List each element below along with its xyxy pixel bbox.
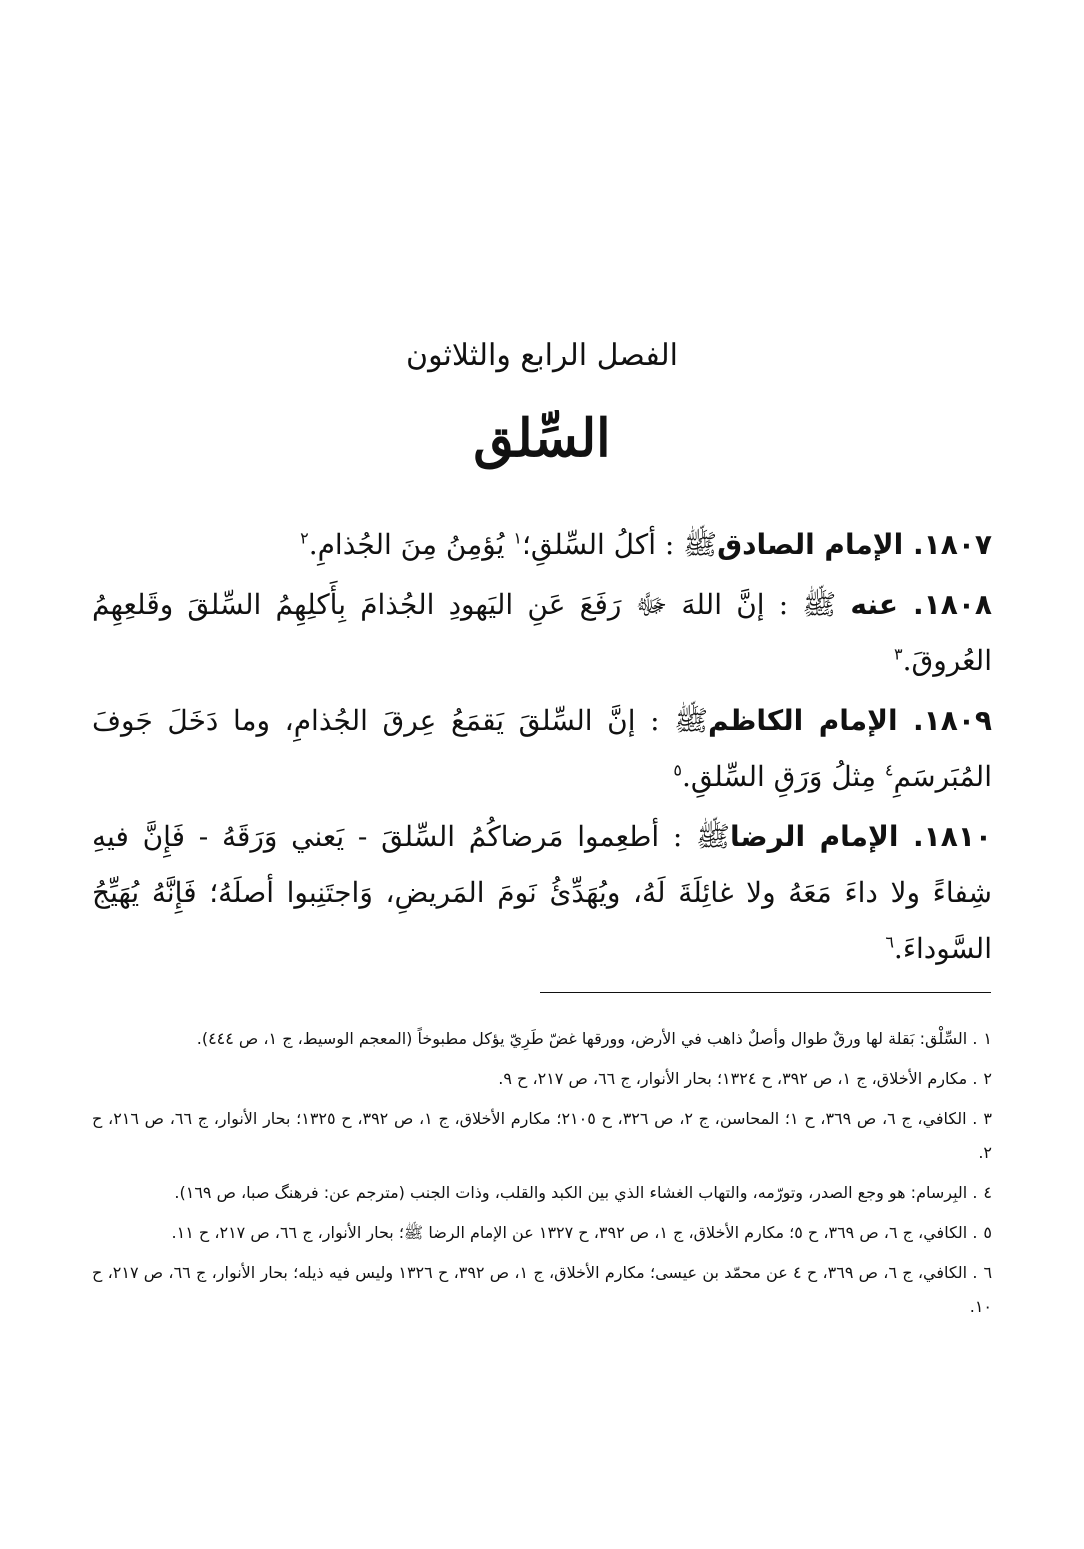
honorific-glyph: ﷺ — [683, 528, 718, 561]
hadith-text: : إنَّ اللهَ ﷻ رَفَعَ عَنِ اليَهودِ الجُذامَ بِأَكلِهِمُ السِّلقَ وقَلعِهِمُ العُروقَ. — [92, 588, 992, 677]
hadith-item: ١٨٠٩. الإمام الكاظمﷺ : إنَّ السِّلقَ يَقمَعُ عِرقَ الجُذامِ، وما دَخَلَ جَوفَ المُبَرسَمِ$^٤$ مِثلُ وَرَقِ السِّلقِ.$^٥$ — [92, 704, 993, 793]
honorific-glyph: ﷺ — [674, 704, 709, 737]
footnote-number: ٥ — [983, 1223, 992, 1242]
hadith-number: ١٨٠٨ — [923, 588, 992, 621]
footnote-ref: ١ — [513, 528, 522, 548]
hadith-speaker: عنه — [850, 588, 898, 621]
hadith-item: ١٨٠٧. الإمام الصادقﷺ : أكلُ السِّلقِ؛$^١$ يُؤمِنُ مِنَ الجُذامِ.$^٢$ — [300, 528, 992, 561]
hadith-text: : أكلُ السِّلقِ؛ — [521, 528, 675, 561]
footnote-text: الكافي، ج ٦، ص ٣٦٩، ح ٥؛ مكارم الأخلاق، ج ١، ص ٣٩٢، ح ١٣٢٧ عن الإمام الرضا ﷺ؛ بحار الأنوار، ج ٦٦، ص ٢١٧، ح ١١. — [171, 1223, 968, 1242]
footnote-text: البِرسام: هو وجع الصدر، وتورّمه، والتهاب الغشاء الذي بين الكبد والقلب، وذات الجنب (مترجم عن: فرهنگ صبا، ص ١٦٩). — [174, 1183, 968, 1202]
footnote-number: ٤ — [983, 1183, 992, 1202]
footnote-number: ٢ — [983, 1069, 992, 1088]
hadith-speaker: الإمام الصادق — [717, 528, 904, 561]
footnote-separator — [540, 992, 991, 993]
hadith-speaker: الإمام الرضا — [729, 820, 899, 853]
footnote: ١. السِّلْق: بَقلة لها ورقٌ طوال وأصلٌ ذاهب في الأرض، وورقها غضّ طَرِيّ يؤكل مطبوخاً (المعجم الوسيط، ج ١، ص ٤٤٤). — [196, 1029, 992, 1048]
hadith-text-continued: يُؤمِنُ مِنَ الجُذامِ. — [308, 528, 514, 561]
footnote: ٢. مكارم الأخلاق، ج ١، ص ٣٩٢، ح ١٣٢٤؛ بحار الأنوار، ج ٦٦، ص ٢١٧، ح ٩. — [498, 1069, 992, 1088]
honorific-glyph: ﷺ — [802, 588, 837, 621]
chapter-subtitle: الفصل الرابع والثلاثون — [406, 338, 678, 373]
hadith-item: ١٨١٠. الإمام الرضاﷺ : أطعِموا مَرضاكُمُ السِّلقَ - يَعني وَرَقَهُ - فَإِنَّ فيهِ شِفاءً ولا داءَ مَعَهُ ولا غائِلَةَ لَهُ، ويُهَدِّئُ نَومَ المَريضِ، وَاجتَنِبوا أصلَهُ؛ فَإِنَّهُ يُهَيِّجُ السَّوداءَ.$^٦$ — [92, 820, 993, 965]
footnote: ٥. الكافي، ج ٦، ص ٣٦٩، ح ٥؛ مكارم الأخلاق، ج ١، ص ٣٩٢، ح ١٣٢٧ عن الإمام الرضا ﷺ؛ بحار الأنوار، ج ٦٦، ص ٢١٧، ح ١١. — [171, 1223, 992, 1242]
footnote-text: الكافي، ج ٦، ص ٣٦٩، ح ٤ عن محمّد بن عيسى؛ مكارم الأخلاق، ج ١، ص ٣٩٢، ح ١٣٢٦ وليس فيه ذيله؛ بحار الأنوار، ج ٦٦، ص ٢١٧، ح ١٠. — [92, 1263, 992, 1316]
footnote: ٦. الكافي، ج ٦، ص ٣٦٩، ح ٤ عن محمّد بن عيسى؛ مكارم الأخلاق، ج ١، ص ٣٩٢، ح ١٣٢٦ وليس فيه ذيله؛ بحار الأنوار، ج ٦٦، ص ٢١٧، ح ١٠. — [92, 1263, 993, 1316]
footnote-text: مكارم الأخلاق، ج ١، ص ٣٩٢، ح ١٣٢٤؛ بحار الأنوار، ج ٦٦، ص ٢١٧، ح ٩. — [498, 1069, 968, 1088]
footnote-ref: ٦ — [885, 932, 894, 952]
hadith-text: : إنَّ السِّلقَ يَقمَعُ عِرقَ الجُذامِ، وما دَخَلَ جَوفَ المُبَرسَمِ — [92, 704, 992, 793]
hadith-number: ١٨٠٧ — [923, 528, 992, 561]
footnote: ٣. الكافي، ج ٦، ص ٣٦٩، ح ١؛ المحاسن، ج ٢، ص ٣٢٦، ح ٢١٠٥؛ مكارم الأخلاق، ج ١، ص ٣٩٢، ح ١٣٢٥؛ بحار الأنوار، ج ٦٦، ص ٢١٦، ح ٢. — [92, 1109, 992, 1162]
chapter-title: السِّلق — [473, 408, 611, 469]
footnote-ref: ٣ — [893, 644, 903, 664]
hadith-speaker: الإمام الكاظم — [708, 704, 898, 737]
footnote-ref: ٢ — [300, 528, 309, 548]
footnote-number: ١ — [983, 1029, 992, 1048]
footnote: ٤. البِرسام: هو وجع الصدر، وتورّمه، والتهاب الغشاء الذي بين الكبد والقلب، وذات الجنب (مترجم عن: فرهنگ صبا، ص ١٦٩). — [174, 1183, 992, 1202]
footnote-text: السِّلْق: بَقلة لها ورقٌ طوال وأصلٌ ذاهب في الأرض، وورقها غضّ طَرِيّ يؤكل مطبوخاً (المعجم الوسيط، ج ١، ص ٤٤٤). — [196, 1029, 968, 1048]
footnote-number: ٦ — [983, 1263, 993, 1282]
footnotes — [92, 1022, 992, 1330]
hadith-list — [92, 517, 992, 981]
hadith-number: ١٨١٠ — [923, 820, 993, 853]
hadith-text: : أطعِموا مَرضاكُمُ السِّلقَ - يَعني وَرَقَهُ - فَإِنَّ فيهِ شِفاءً ولا داءَ مَعَهُ ولا غائِلَةَ لَهُ، ويُهَدِّئُ نَومَ المَريضِ، وَاجتَنِبوا أصلَهُ؛ فَإِنَّهُ يُهَيِّجُ السَّوداءَ. — [92, 820, 992, 965]
honorific-glyph: ﷺ — [696, 820, 730, 853]
hadith-text-continued: مِثلُ وَرَقِ السِّلقِ. — [681, 760, 885, 793]
footnote-ref: ٤ — [884, 760, 894, 780]
footnote-text: الكافي، ج ٦، ص ٣٦٩، ح ١؛ المحاسن، ج ٢، ص ٣٢٦، ح ٢١٠٥؛ مكارم الأخلاق، ج ١، ص ٣٩٢، ح ١٣٢٥؛ بحار الأنوار، ج ٦٦، ص ٢١٦، ح ٢. — [92, 1109, 992, 1162]
footnote-number: ٣ — [983, 1109, 992, 1128]
hadith-item: ١٨٠٨. عنه ﷺ : إنَّ اللهَ ﷻ رَفَعَ عَنِ اليَهودِ الجُذامَ بِأَكلِهِمُ السِّلقَ وقَلعِهِمُ العُروقَ.$^٣$ — [92, 588, 992, 677]
hadith-number: ١٨٠٩ — [923, 704, 993, 737]
footnote-ref: ٥ — [673, 760, 682, 780]
chapter-heading — [0, 334, 1084, 472]
